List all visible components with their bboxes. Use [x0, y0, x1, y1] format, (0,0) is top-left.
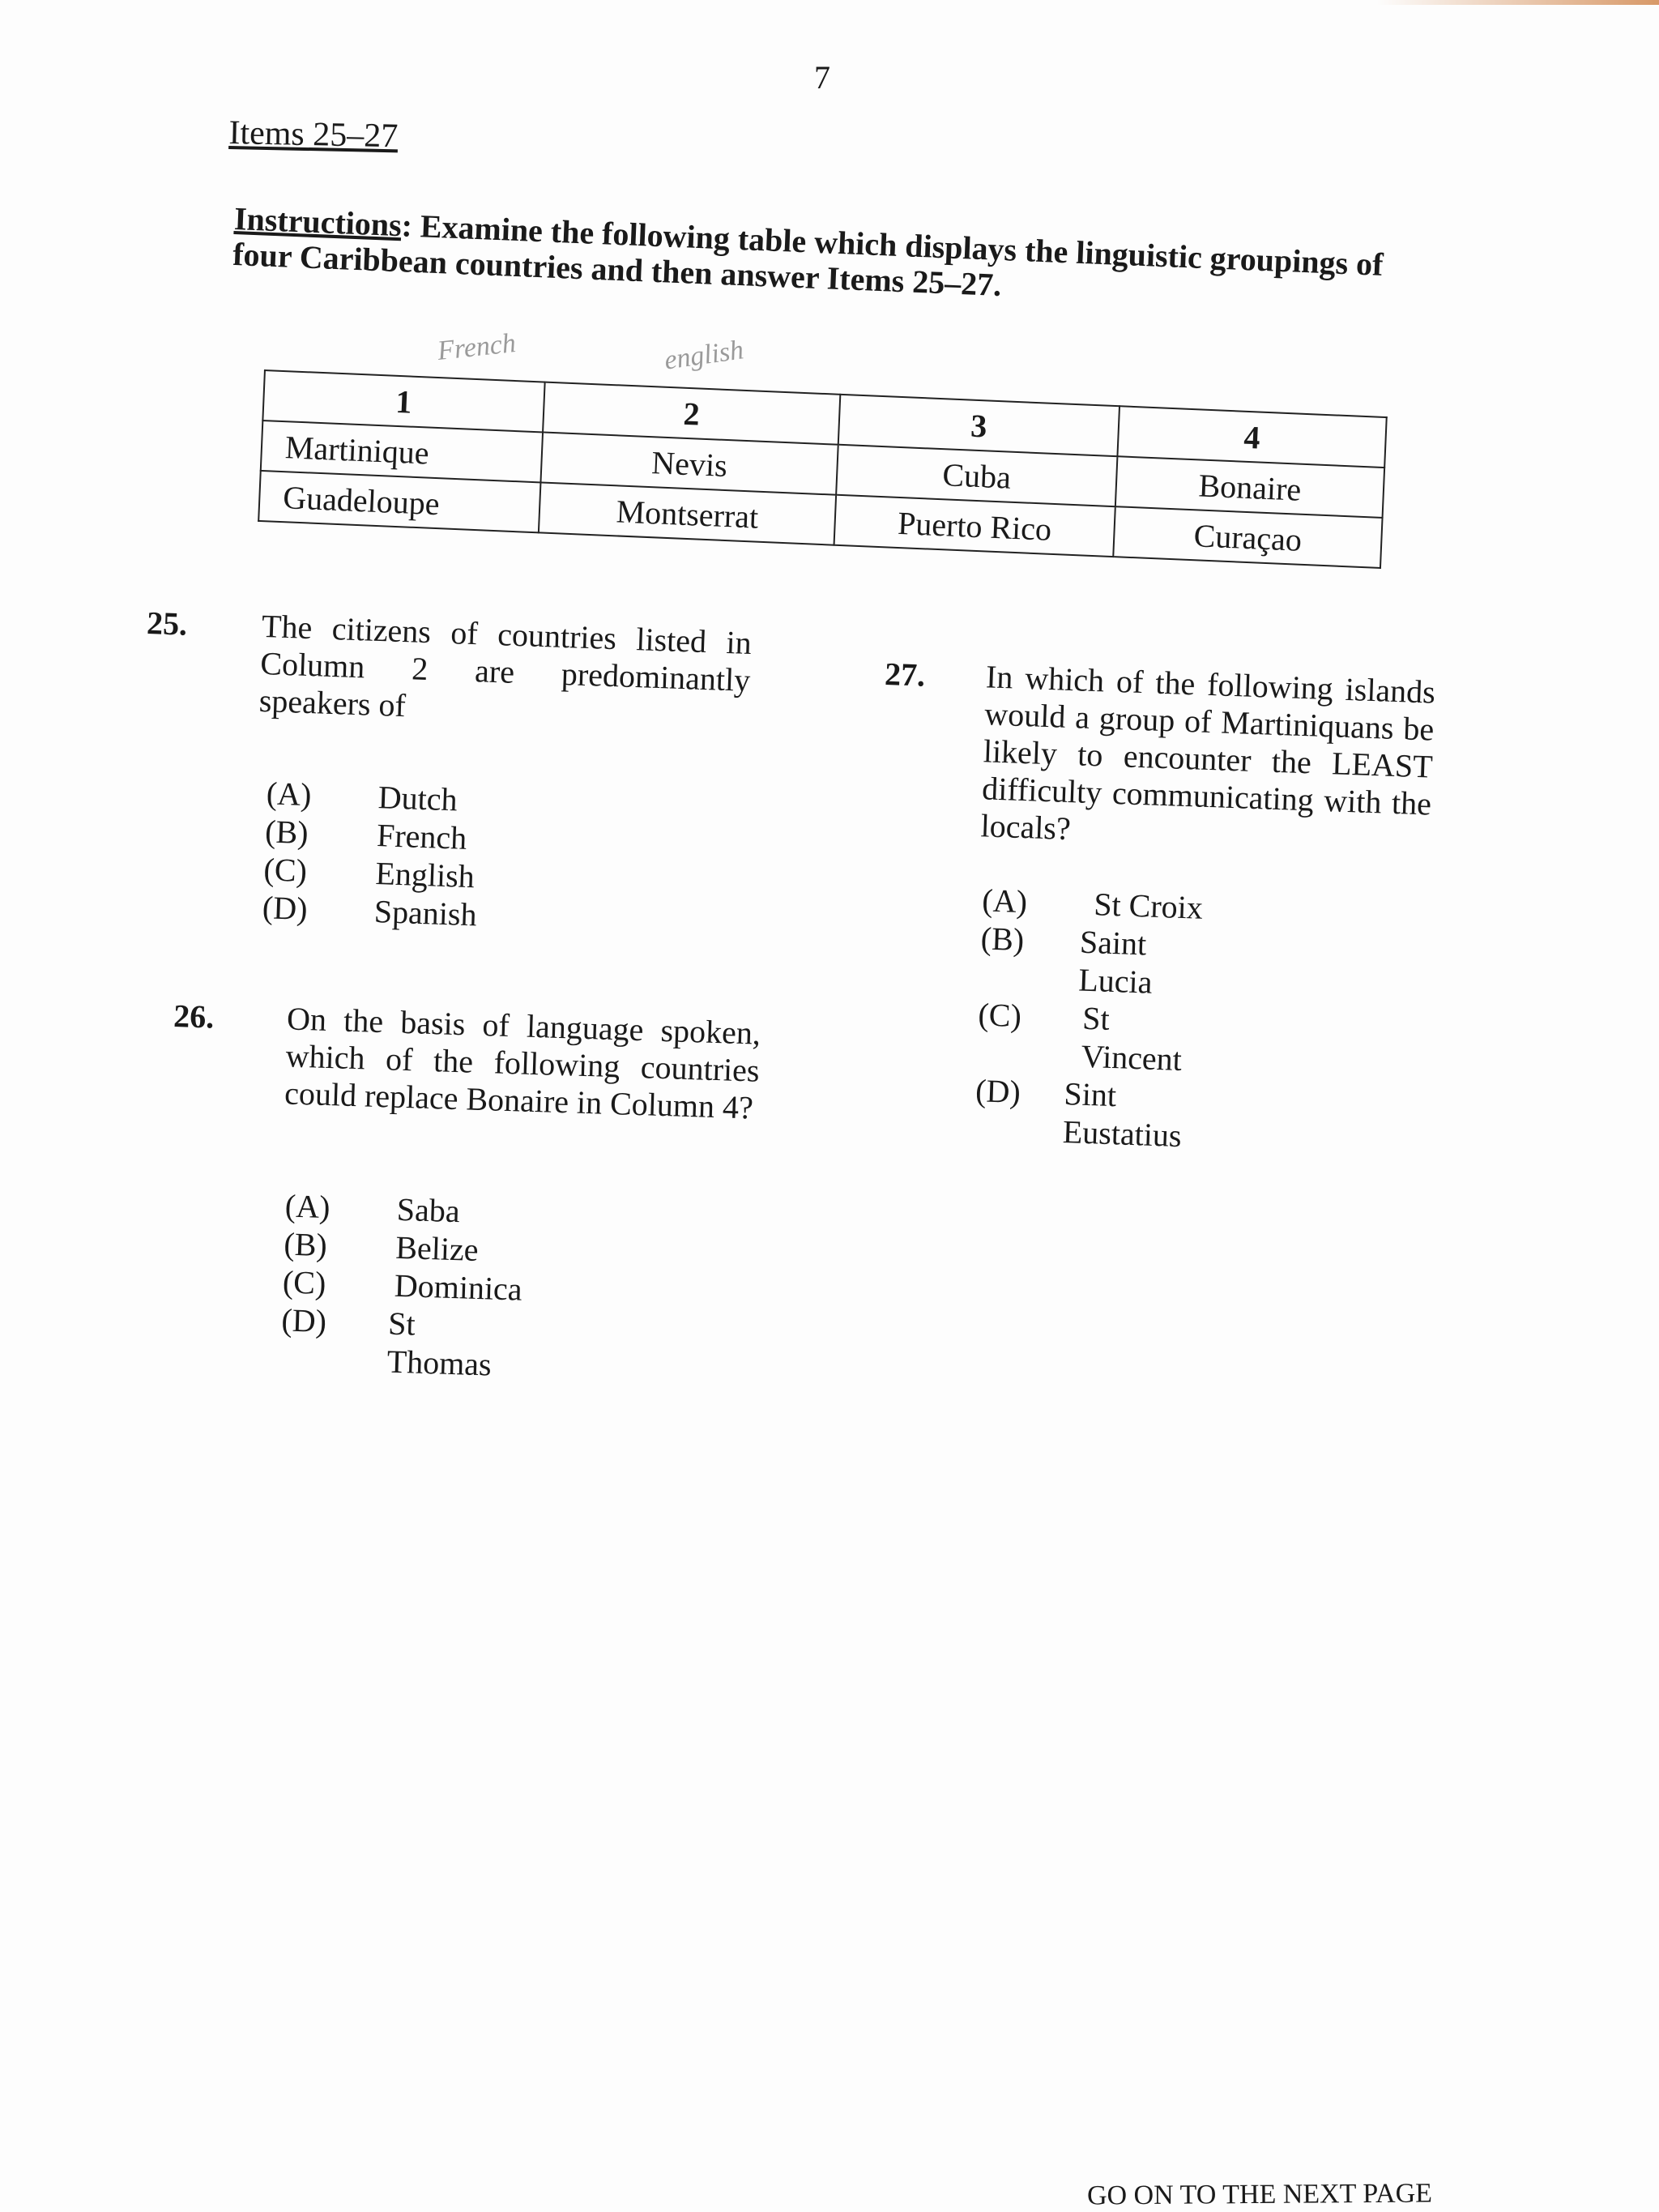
option-text: French — [376, 817, 468, 856]
table-cell: Curaçao — [1113, 506, 1382, 568]
question-stem: In which of the following islands would a group of Martiniquans be likely to encounter the LEAST difficulty communicating with the locals? — [979, 658, 1436, 848]
option-text: Saba — [396, 1190, 461, 1230]
question-25 — [146, 604, 753, 933]
option-key: (C) — [262, 851, 308, 890]
answer-options — [974, 881, 1213, 1155]
instructions-label: Instructions — [233, 200, 403, 244]
option-text: St Vincent — [1080, 999, 1183, 1078]
go-on-footer: GO ON TO THE NEXT PAGE — [1086, 2178, 1433, 2211]
option-b[interactable] — [979, 919, 1212, 1003]
column-header-1: 1 — [262, 370, 544, 432]
table-cell: Nevis — [540, 432, 838, 494]
option-key: (D) — [280, 1301, 327, 1340]
option-key: (C) — [977, 996, 1022, 1035]
option-key: (A) — [981, 882, 1028, 920]
option-text: St Croix — [1093, 886, 1204, 926]
question-26 — [173, 997, 761, 1383]
question-number: 27. — [884, 655, 926, 694]
table-cell: Guadeloupe — [258, 471, 540, 532]
column-header-2: 2 — [543, 382, 840, 445]
handwritten-note-english: english — [662, 335, 746, 376]
option-text: Belize — [394, 1228, 480, 1268]
option-text: Saint Lucia — [1077, 923, 1154, 1001]
linguistic-groupings-table — [258, 369, 1388, 569]
option-key: (B) — [283, 1225, 328, 1264]
option-key: (C) — [282, 1263, 327, 1302]
paper-edge-shadow — [1377, 0, 1659, 5]
option-text: Spanish — [373, 893, 478, 933]
question-27 — [884, 655, 1436, 1155]
table-cell: Puerto Rico — [834, 495, 1115, 557]
option-key: (B) — [980, 920, 1025, 959]
option-key: (D) — [262, 889, 309, 928]
option-c[interactable] — [976, 995, 1209, 1079]
question-number: 25. — [146, 604, 188, 643]
question-number: 26. — [173, 997, 215, 1036]
option-key: (A) — [284, 1187, 331, 1226]
table-cell: Montserrat — [539, 482, 836, 544]
option-d[interactable] — [279, 1300, 522, 1384]
answer-options — [279, 1186, 525, 1384]
option-text: Dominica — [394, 1266, 523, 1308]
question-stem: On the basis of language spoken, which of the following countries could replace Bonaire in Column 4? — [284, 1000, 761, 1126]
option-key: (D) — [975, 1072, 1021, 1111]
option-text: English — [374, 855, 476, 895]
option-d[interactable] — [262, 888, 477, 933]
table-cell: Martinique — [261, 421, 543, 482]
page-number: 7 — [814, 59, 830, 96]
column-header-4: 4 — [1117, 406, 1386, 468]
instructions — [232, 201, 1416, 320]
option-key: (B) — [264, 813, 309, 852]
option-text: Sint Eustatius — [1062, 1075, 1183, 1155]
question-stem: The citizens of countries listed in Column 2 are predominantly speakers of — [258, 607, 753, 724]
option-text: St Thomas — [386, 1305, 493, 1383]
handwritten-note-french: French — [436, 328, 518, 366]
option-d[interactable] — [974, 1071, 1207, 1155]
instructions-text: : Examine the following table which displays the linguistic groupings of four Caribbean countries and then answer Items 25–27. — [232, 207, 1384, 304]
table-cell: Cuba — [836, 445, 1117, 506]
option-text: Dutch — [377, 779, 458, 818]
items-heading: Items 25–27 — [228, 113, 399, 156]
answer-options — [262, 774, 481, 933]
option-key: (A) — [266, 775, 313, 813]
table-cell: Bonaire — [1115, 456, 1384, 518]
column-header-3: 3 — [838, 395, 1120, 456]
